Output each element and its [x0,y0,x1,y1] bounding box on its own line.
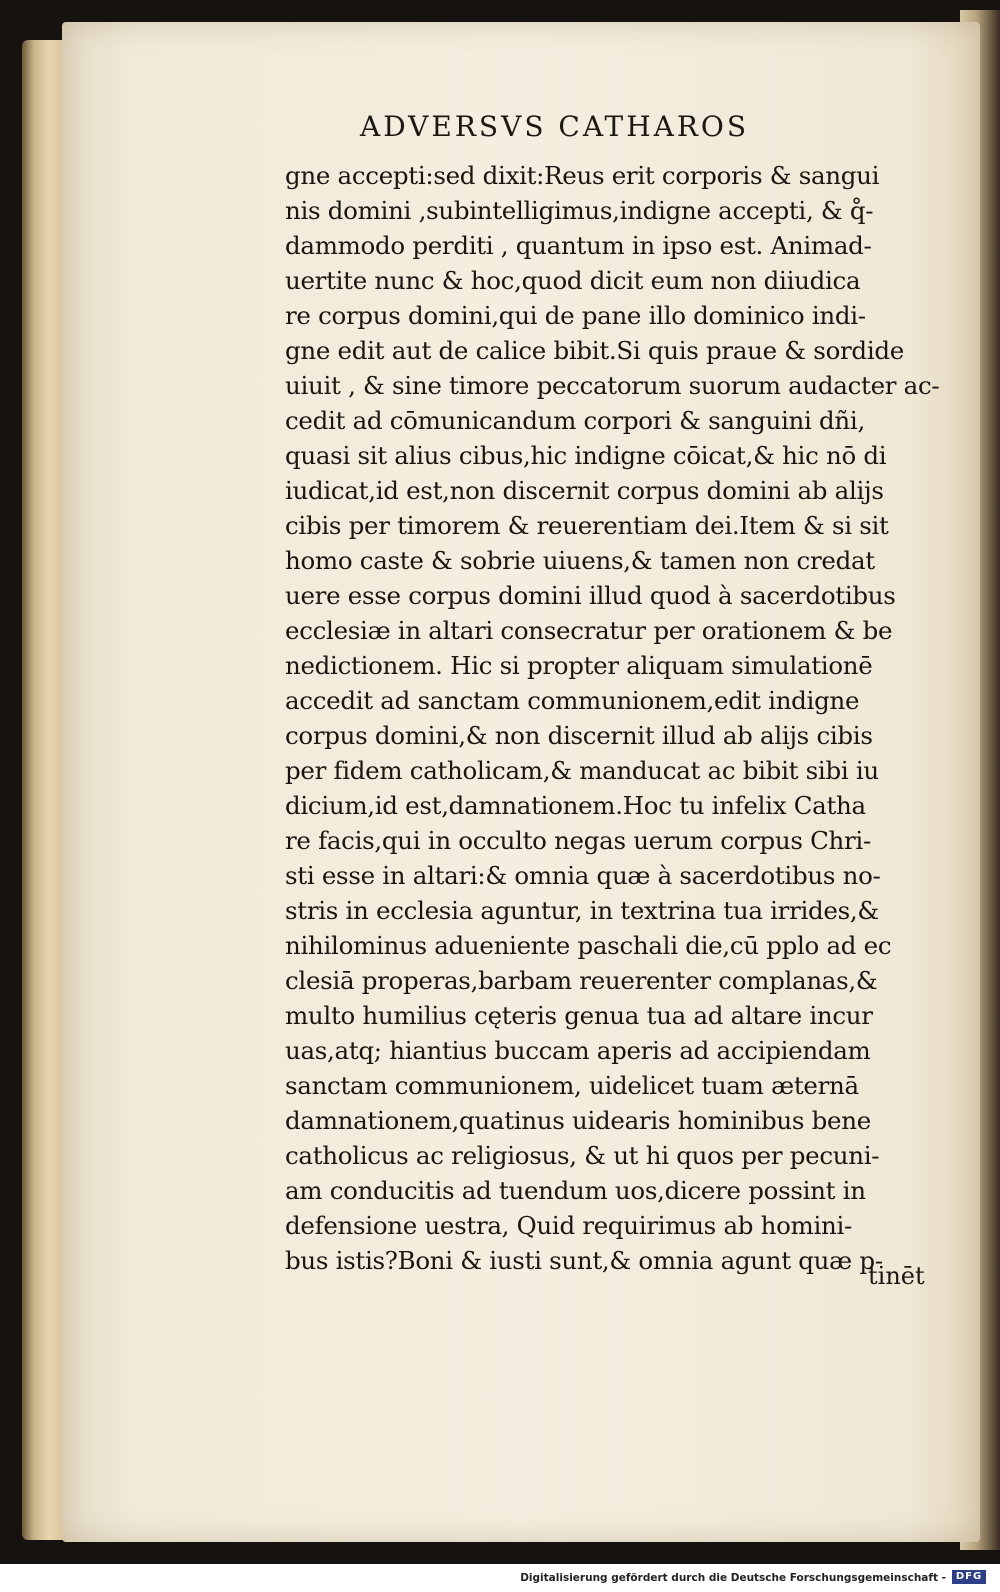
text-line: ecclesiæ in altari consecratur per orationem & be [285,616,893,645]
text-line: sanctam communionem, uidelicet tuam æternā [285,1071,859,1100]
text-line: cedit ad cōmunicandum corpori & sanguini dñi, [285,406,865,435]
dfg-logo: DFG [952,1570,986,1584]
text-line: bus istis?Boni & iusti sunt,& omnia agunt quæ p- [285,1246,883,1275]
body-text [285,158,940,1278]
text-line: re facis,qui in occulto negas uerum corpus Chri- [285,826,871,855]
text-line: nis domini ,subintelligimus,indigne accepti, & q̊- [285,196,874,225]
text-line: dicium,id est,damnationem.Hoc tu infelix Catha [285,791,866,820]
text-line: per fidem catholicam,& manducat ac bibit sibi iu [285,756,879,785]
text-line: clesiā properas,barbam reuerenter complanas,& [285,966,878,995]
text-line: multo humilius cęteris genua tua ad altare incur [285,1001,873,1030]
text-line: homo caste & sobrie uiuens,& tamen non credat [285,546,875,575]
text-line: gne edit aut de calice bibit.Si quis praue & sordide [285,336,904,365]
text-line: uertite nunc & hoc,quod dicit eum non diiudica [285,266,861,295]
text-line: uas,atq; hiantius buccam aperis ad accipiendam [285,1036,871,1065]
text-line: uiuit , & sine timore peccatorum suorum audacter ac- [285,371,940,400]
text-line: gne accepti:sed dixit:Reus erit corporis & sangui [285,161,880,190]
text-line: damnationem,quatinus uidearis hominibus bene [285,1106,871,1135]
text-line: quasi sit alius cibus,hic indigne cōicat,& hic nō di [285,441,887,470]
text-line: uere esse corpus domini illud quod à sacerdotibus [285,581,896,610]
catchword: tinēt [868,1262,925,1290]
text-line: sti esse in altari:& omnia quæ à sacerdotibus no- [285,861,881,890]
text-line: am conducitis ad tuendum uos,dicere possint in [285,1176,866,1205]
text-line: accedit ad sanctam communionem,edit indigne [285,686,860,715]
text-line: re corpus domini,qui de pane illo dominico indi- [285,301,866,330]
text-line: catholicus ac religiosus, & ut hi quos per pecuni- [285,1141,880,1170]
text-line: stris in ecclesia aguntur, in textrina tua irrides,& [285,896,879,925]
text-line: nedictionem. Hic si propter aliquam simulationē [285,651,873,680]
text-line: cibis per timorem & reuerentiam dei.Item & si sit [285,511,889,540]
text-line: defensione uestra, Quid requirimus ab homini- [285,1211,853,1240]
text-line: dammodo perditi , quantum in ipso est. Animad- [285,231,872,260]
text-line: nihilominus adueniente paschali die,cū pplo ad ec [285,931,892,960]
funding-notice: Digitalisierung gefördert durch die Deutsche Forschungsgemeinschaft - [520,1572,946,1584]
text-line: corpus domini,& non discernit illud ab alijs cibis [285,721,873,750]
text-line: iudicat,id est,non discernit corpus domini ab alijs [285,476,884,505]
running-head: ADVERSVS CATHAROS [360,110,750,143]
footer-bar [0,1564,1000,1592]
